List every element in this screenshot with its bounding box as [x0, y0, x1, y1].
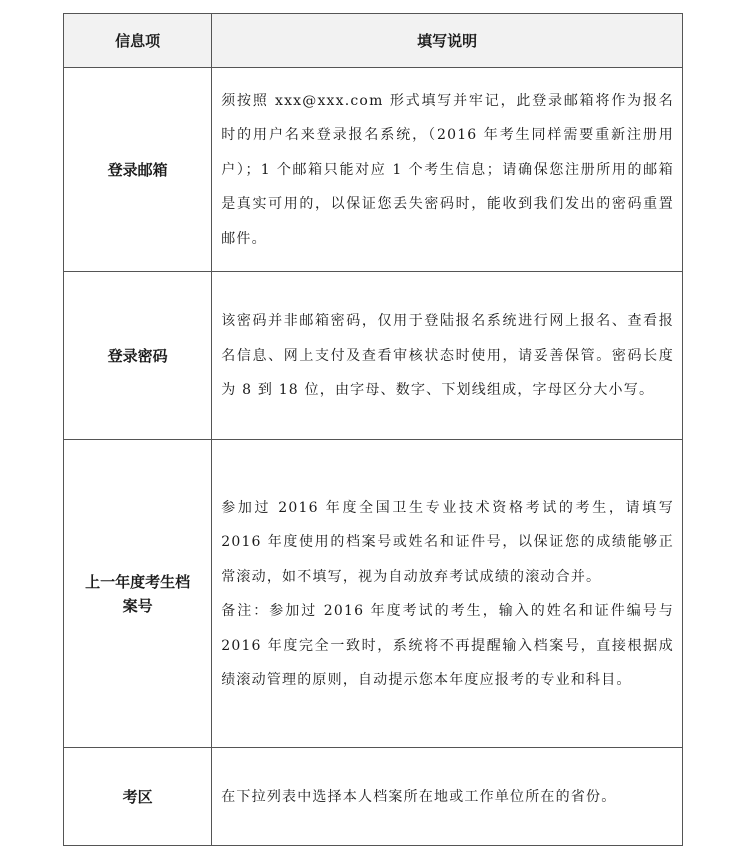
row-label-archive-number: 上一年度考生档案号 [64, 440, 212, 748]
table-header-row [64, 14, 683, 68]
row-desc-archive-number [212, 440, 683, 748]
header-info-item: 信息项 [64, 14, 212, 68]
description-text: 参加过 2016 年度全国卫生专业技术资格考试的考生，请填写 2016 年度使用的档案号或姓名和证件号，以保证您的成绩能够正常滚动，如不填写，视为自动放弃考试成绩的滚动合并。 [221, 499, 674, 585]
row-label-login-email: 登录邮箱 [64, 68, 212, 272]
row-desc-login-email [212, 68, 683, 272]
table-row [64, 272, 683, 440]
note-text: 备注：参加过 2016 年度考试的考生，输入的姓名和证件编号与 2016 年度完全一致时，系统将不再提醒输入档案号，直接根据成绩滚动管理的原则，自动提示您本年度应报考的专业和科目。 [221, 603, 674, 688]
row-desc-exam-region [212, 748, 683, 846]
description-text: 须按照 xxx@xxx.com 形式填写并牢记，此登录邮箱将作为报名时的用户名来登录报名系统，（2016 年考生同样需要重新注册用户）；1 个邮箱只能对应 1 个考生信息；请确保您注册所用的邮箱是真实可用的，以保证您丢失密码时，能收到我们发出的密码重置邮件。 [221, 92, 674, 247]
table-row [64, 748, 683, 846]
row-label-login-password: 登录密码 [64, 272, 212, 440]
description-text: 该密码并非邮箱密码，仅用于登陆报名系统进行网上报名、查看报名信息、网上支付及查看审核状态时使用，请妥善保管。密码长度为 8 到 18 位，由字母、数字、下划线组成，字母区分大小写。 [221, 313, 674, 399]
info-table [63, 13, 683, 846]
header-instructions: 填写说明 [212, 14, 683, 68]
table-row [64, 68, 683, 272]
row-desc-login-password [212, 272, 683, 440]
row-label-exam-region: 考区 [64, 748, 212, 846]
table-row [64, 440, 683, 748]
description-text: 在下拉列表中选择本人档案所在地或工作单位所在的省份。 [221, 788, 617, 805]
